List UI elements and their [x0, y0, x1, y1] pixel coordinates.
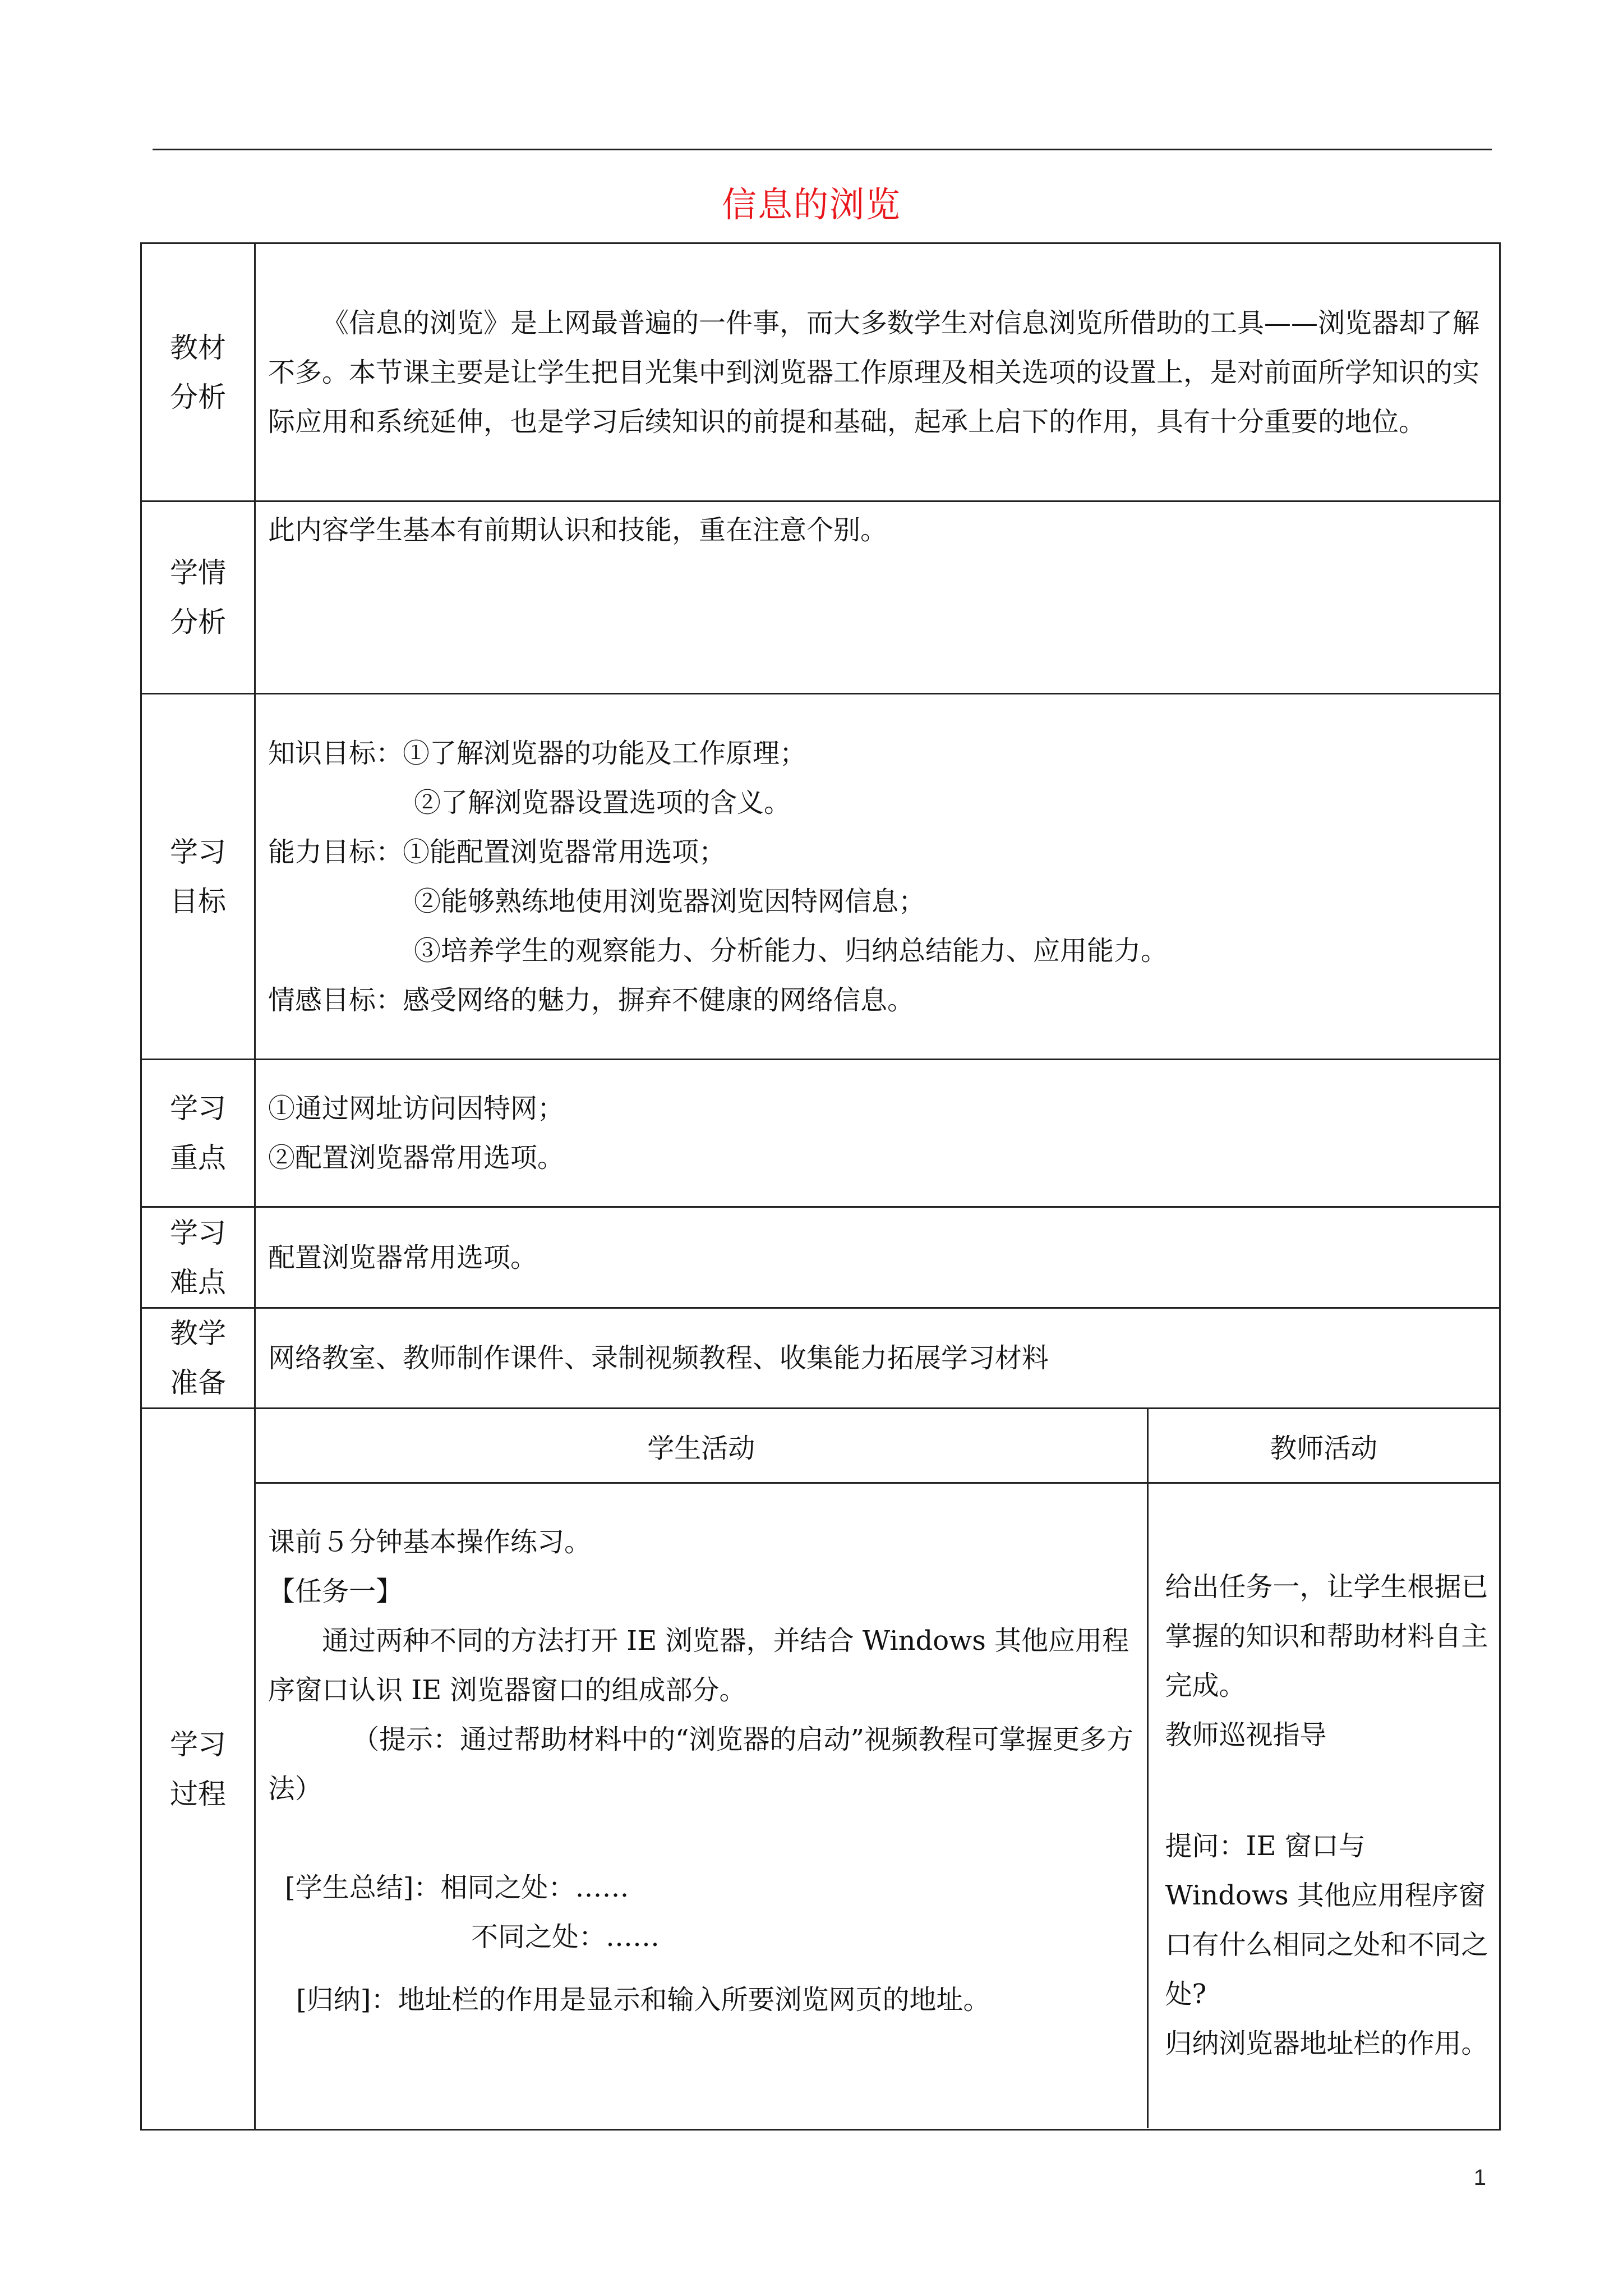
row-textbook-analysis: [141, 243, 1500, 501]
row-process: [141, 1409, 1500, 2130]
activities-table: [256, 1409, 1499, 2128]
objectives-text: 知识目标：①了解浏览器的功能及工作原理； ②了解浏览器设置选项的含义。 能力目标：①能配置浏览器常用选项； ②能够熟练地使用浏览器浏览因特网信息； ③培养学生的观察能力、分析能力、归纳总结能力、应用能力。 情感目标：感受网络的魅力，摒弃不健康的网络信息。: [255, 694, 1500, 1060]
process-cell: [255, 1409, 1500, 2130]
activities-content-row: [256, 1483, 1499, 2128]
row-difficulties: [141, 1207, 1500, 1308]
row-label-preparation: 教学 准备: [141, 1308, 255, 1409]
row-label-students: 学情 分析: [141, 501, 255, 694]
lesson-plan-table: [140, 242, 1501, 2131]
page-number: 1: [1473, 2165, 1486, 2190]
student-activity-header: 学生活动: [256, 1409, 1147, 1483]
row-objectives: [141, 694, 1500, 1060]
student-analysis-text: 此内容学生基本有前期认识和技能，重在注意个别。: [255, 501, 1500, 694]
row-student-analysis: [141, 501, 1500, 694]
task-one-heading: 【任务一】: [268, 1576, 403, 1607]
row-label-objectives: 学习 目标: [141, 694, 255, 1060]
teacher-activity-header: 教师活动: [1147, 1409, 1499, 1483]
student-activity-content: 课前５分钟基本操作练习。 【任务一】 通过两种不同的方法打开 IE 浏览器，并结合 Windows 其他应用程序窗口认识 IE 浏览器窗口的组成部分。 （提示：通过帮助材料中的“浏览器的启动”视频教程可掌握更多方法） [学生总结]：相同之处：…… 不同之处：…… [归纳]：地址栏的作用是显示和输入所要浏览网页的地址。: [256, 1483, 1147, 2128]
textbook-analysis-text: 《信息的浏览》是上网最普遍的一件事，而大多数学生对信息浏览所借助的工具——浏览器却了解不多。本节课主要是让学生把目光集中到浏览器工作原理及相关选项的设置上，是对前面所学知识的实际应用和系统延伸，也是学习后续知识的前提和基础，起承上启下的作用，具有十分重要的地位。: [255, 243, 1500, 501]
header-rule: [153, 149, 1492, 150]
key-points-text: ①通过网址访问因特网； ②配置浏览器常用选项。: [255, 1060, 1500, 1207]
page-title: 信息的浏览: [721, 184, 901, 225]
teacher-activity-content: 给出任务一，让学生根据已掌握的知识和帮助材料自主完成。 教师巡视指导 提问：IE 窗口与 Windows 其他应用程序窗口有什么相同之处和不同之处? 归纳浏览器地址栏的作用。: [1165, 1571, 1488, 2059]
row-preparation: [141, 1308, 1500, 1409]
row-label-process: 学习 过程: [141, 1409, 255, 2130]
difficulties-text: 配置浏览器常用选项。: [255, 1207, 1500, 1308]
preparation-text: 网络教室、教师制作课件、录制视频教程、收集能力拓展学习材料: [255, 1308, 1500, 1409]
activities-header-row: [256, 1409, 1499, 1483]
row-key-points: [141, 1060, 1500, 1207]
row-label-difficulties: 学习 难点: [141, 1207, 255, 1308]
row-label-key-points: 学习 重点: [141, 1060, 255, 1207]
row-label-textbook: 教材 分析: [141, 243, 255, 501]
